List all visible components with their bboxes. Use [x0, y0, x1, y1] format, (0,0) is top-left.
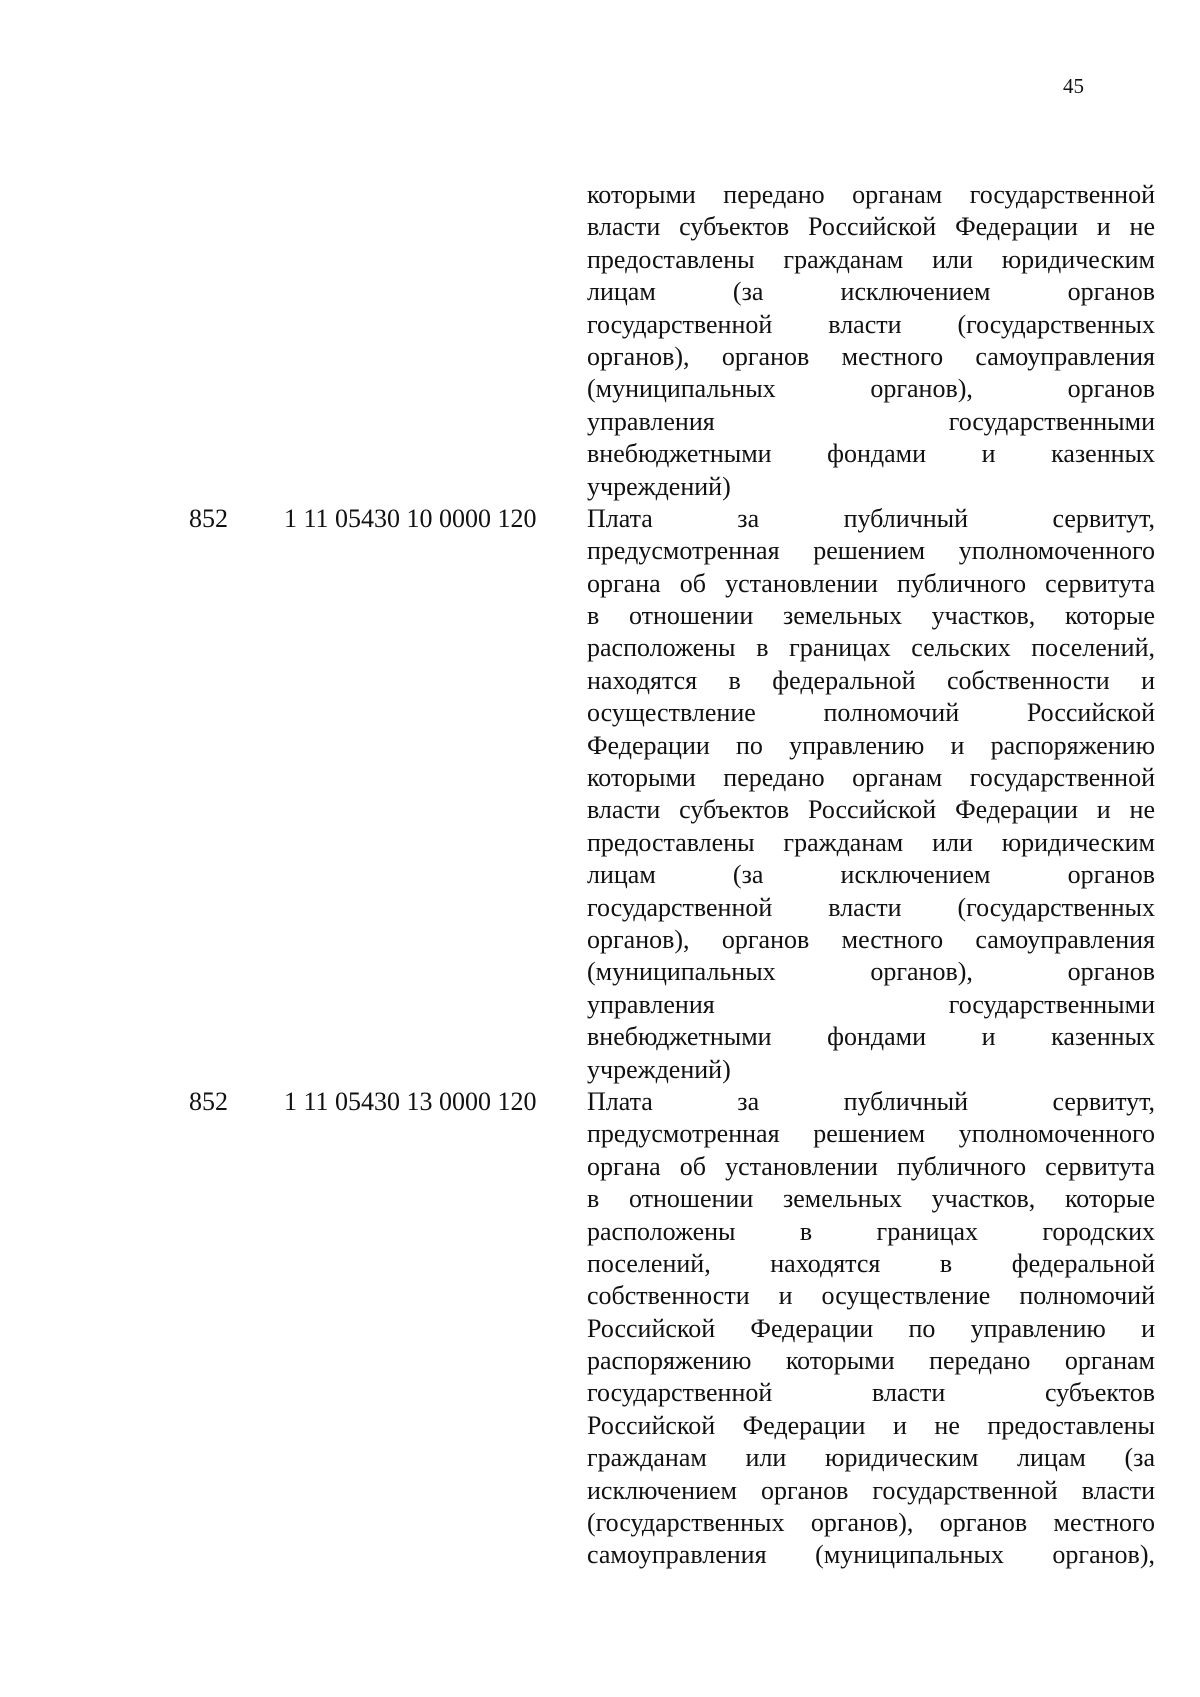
text-line: органов), органов местного самоуправления — [587, 341, 1155, 371]
admin-code-cell: 852 — [189, 503, 228, 533]
table-row — [0, 1086, 1200, 1572]
text-line: государственной власти субъектов — [587, 1378, 1155, 1408]
text-line: Плата за публичный сервитут, — [587, 503, 1155, 533]
text-line: (государственных органов), органов местного — [587, 1508, 1155, 1538]
text-line: государственной власти (государственных — [587, 892, 1155, 922]
text-line: которыми передано органам государственной — [587, 180, 1155, 209]
text-line: собственности и осуществление полномочий — [587, 1281, 1155, 1311]
text-line: Плата за публичный сервитут, — [587, 1086, 1155, 1116]
text-line: лицам (за исключением органов — [587, 277, 1155, 307]
text-line: осуществление полномочий Российской — [587, 698, 1155, 728]
text-line: которыми передано органам государственной — [587, 763, 1155, 793]
text-line: гражданам или юридическим лицам (за — [587, 1443, 1155, 1473]
page-number: 45 — [1063, 74, 1084, 98]
text-line: учреждений) — [587, 1054, 731, 1084]
text-line: внебюджетными фондами и казенных — [587, 439, 1155, 469]
text-line: (муниципальных органов), органов — [587, 374, 1155, 404]
text-line: Российской Федерации и не предоставлены — [587, 1410, 1155, 1440]
text-line: органа об установлении публичного сервитута — [587, 568, 1155, 598]
text-line: поселений, находятся в федеральной — [587, 1248, 1155, 1278]
text-line: власти субъектов Российской Федерации и не — [587, 795, 1155, 825]
text-line: лицам (за исключением органов — [587, 860, 1155, 890]
text-line: органов), органов местного самоуправления — [587, 924, 1155, 954]
kbk-code-cell: 1 11 05430 10 0000 120 — [284, 503, 537, 533]
text-line: власти субъектов Российской Федерации и не — [587, 212, 1155, 242]
text-line: внебюджетными фондами и казенных — [587, 1022, 1155, 1052]
text-line: самоуправления (муниципальных органов), — [587, 1540, 1155, 1570]
text-line: исключением органов государственной власти — [587, 1475, 1155, 1505]
text-line: управления государственными — [587, 989, 1155, 1019]
text-line: в отношении земельных участков, которые — [587, 601, 1155, 631]
text-line: органа об установлении публичного сервитута — [587, 1151, 1155, 1181]
admin-code-cell: 852 — [189, 1086, 228, 1116]
text-line: распоряжению которыми передано органам — [587, 1346, 1155, 1376]
table-row — [0, 503, 1200, 1086]
table-row — [0, 179, 1200, 503]
text-line: предоставлены гражданам или юридическим — [587, 244, 1155, 274]
description-cell — [587, 1086, 1155, 1572]
text-line: управления государственными — [587, 406, 1155, 436]
text-line: Российской Федерации по управлению и — [587, 1313, 1155, 1343]
text-line: учреждений) — [587, 471, 731, 501]
text-line: находятся в федеральной собственности и — [587, 665, 1155, 695]
text-line: предусмотренная решением уполномоченного — [587, 536, 1155, 566]
text-line: государственной власти (государственных — [587, 309, 1155, 339]
revenue-code-table — [0, 179, 1200, 1572]
description-cell — [587, 503, 1155, 1086]
text-line: предусмотренная решением уполномоченного — [587, 1119, 1155, 1149]
text-line: Федерации по управлению и распоряжению — [587, 730, 1155, 760]
text-line: (муниципальных органов), органов — [587, 957, 1155, 987]
text-line: расположены в границах городских — [587, 1216, 1155, 1246]
description-cell — [587, 179, 1155, 503]
text-line: в отношении земельных участков, которые — [587, 1184, 1155, 1214]
kbk-code-cell: 1 11 05430 13 0000 120 — [284, 1086, 537, 1116]
text-line: расположены в границах сельских поселений, — [587, 633, 1155, 663]
text-line: предоставлены гражданам или юридическим — [587, 827, 1155, 857]
